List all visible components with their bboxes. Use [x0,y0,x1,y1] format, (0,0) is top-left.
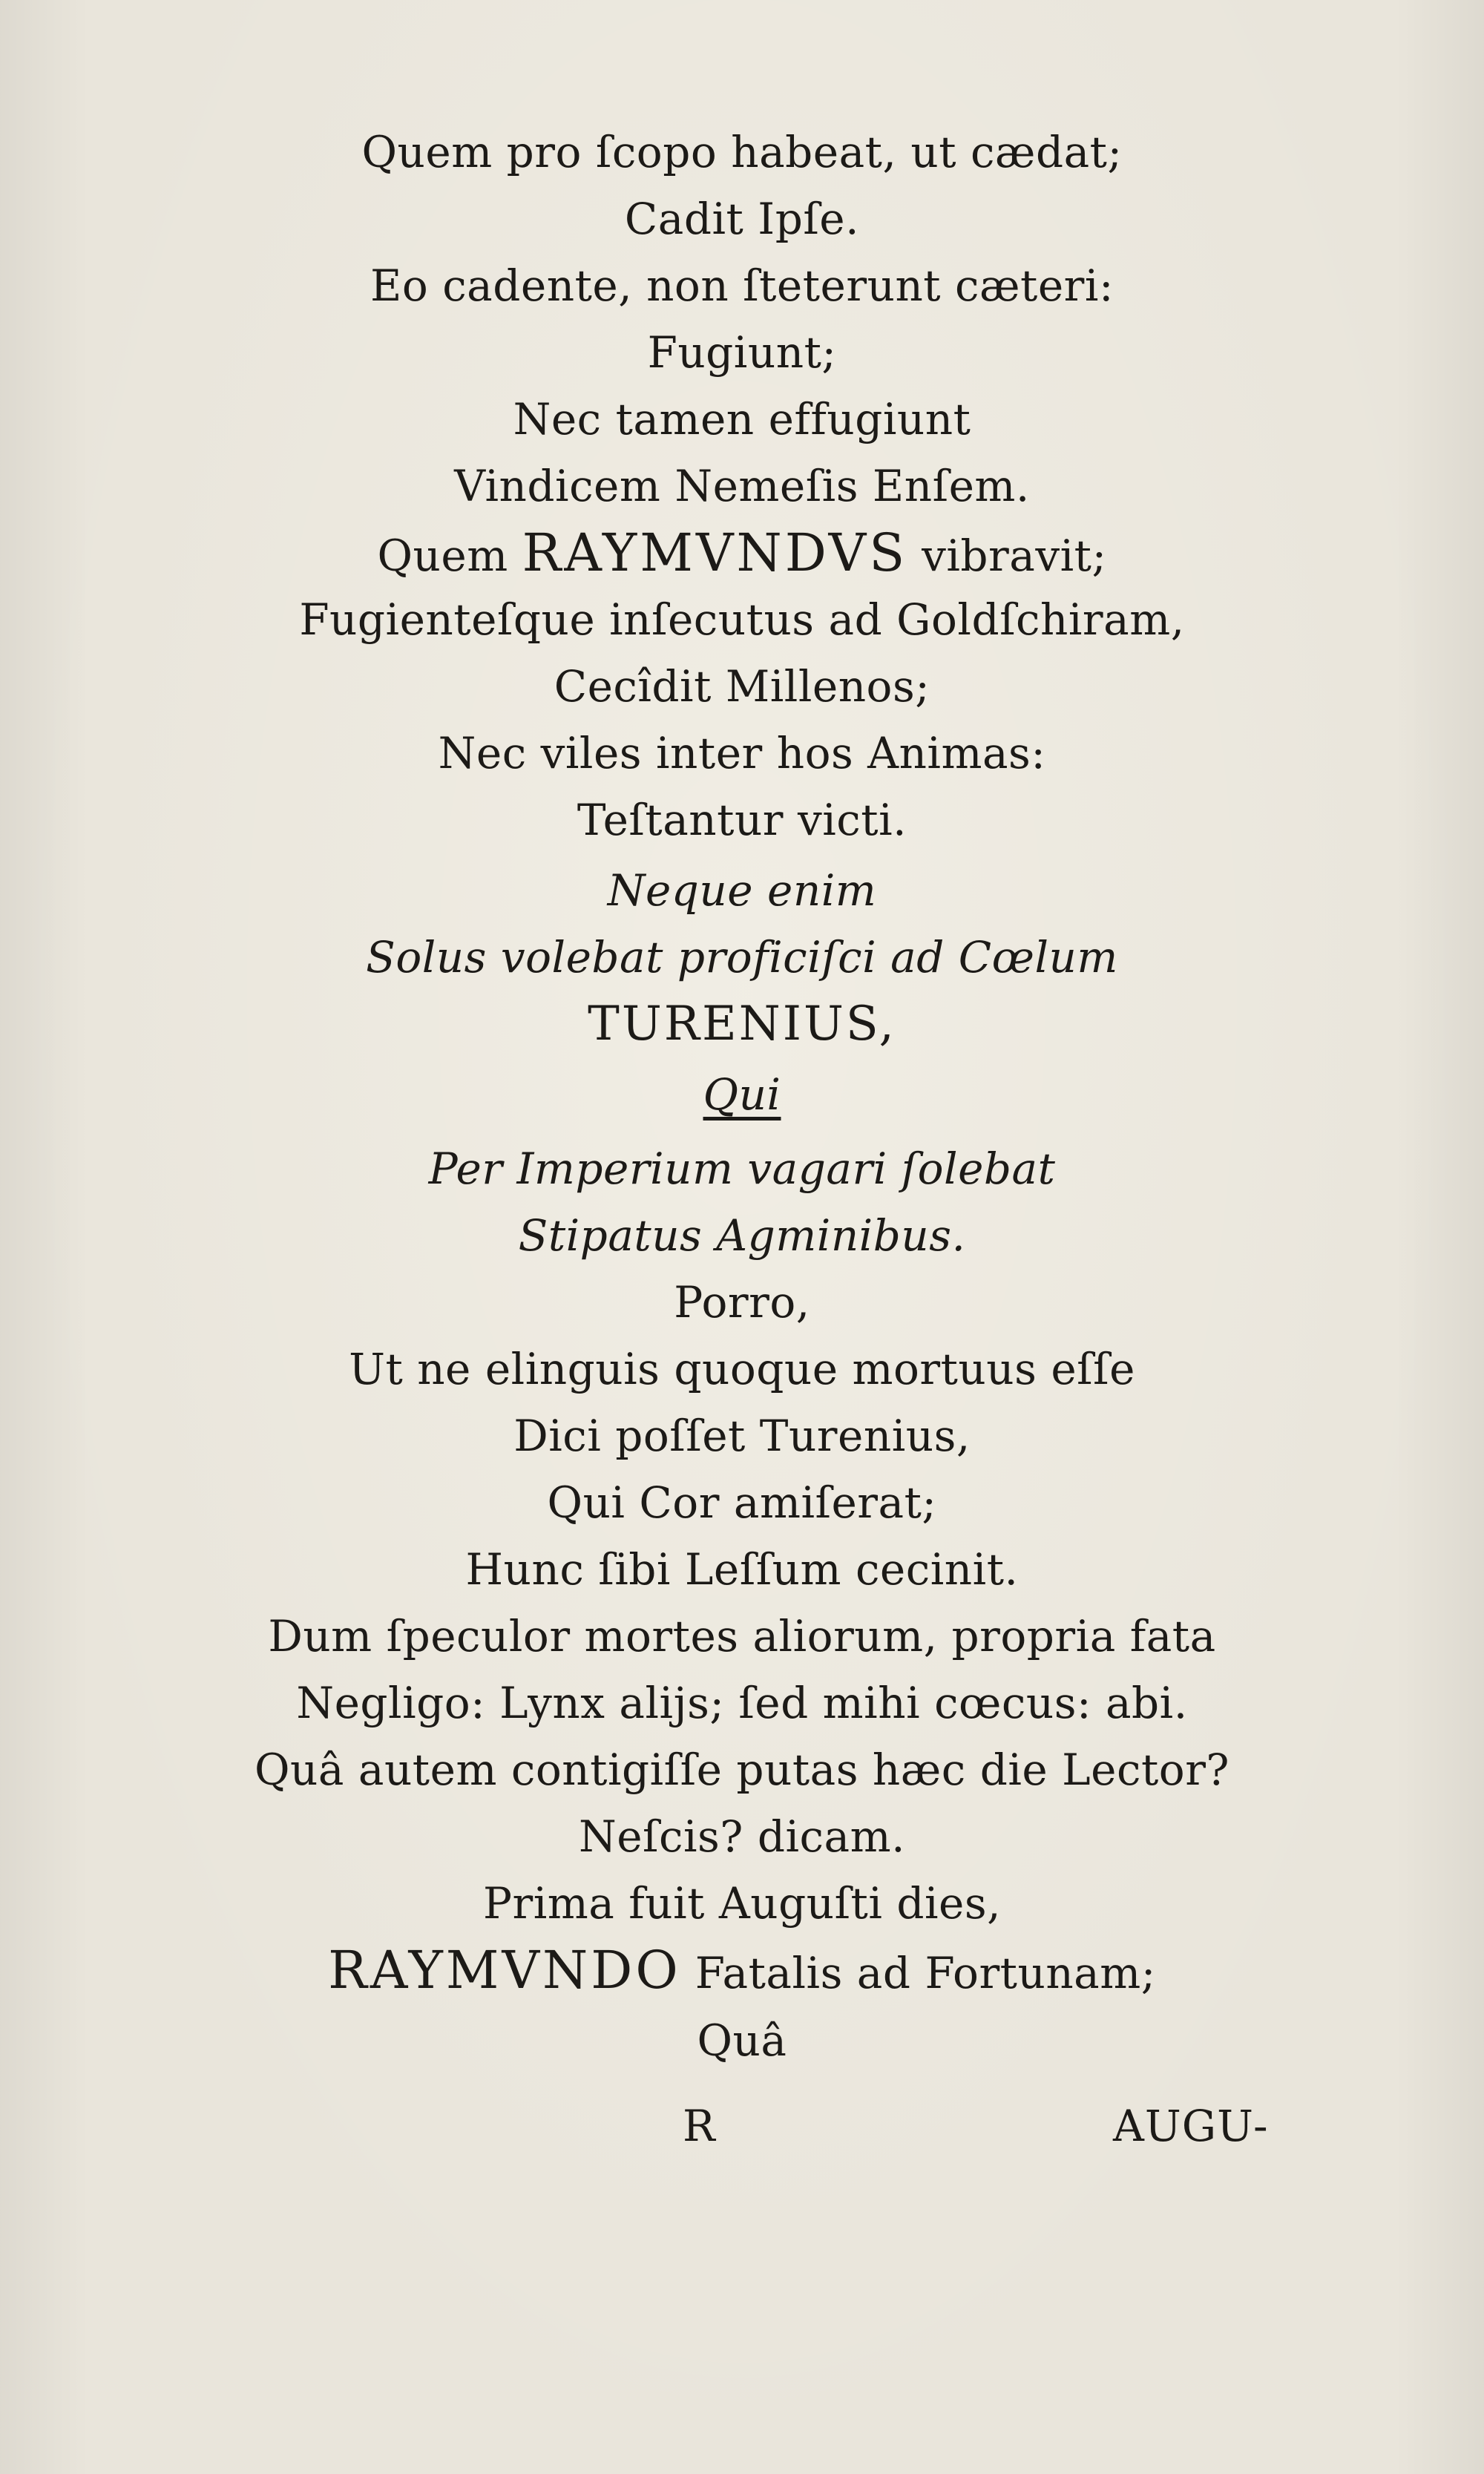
raymundus-post: vibravit; [922,531,1107,581]
text-line-24: Quâ autem contigiſſe putas hæc die Lector? [254,1745,1230,1795]
text-line-19: Dici poſſet Turenius, [513,1411,971,1461]
text-line-25: Neſcis? dicam. [578,1811,906,1862]
raymundus-line [0,522,1484,583]
text-line-2: Cadit Ipſe. [624,194,860,244]
catchword: AUGU- [1113,2101,1269,2151]
text-line-8: Fugienteſque inſecutus ad Goldſchiram, [299,594,1185,645]
verse-line-1: Dum ſpeculor mortes aliorum, propria fata [268,1611,1216,1661]
text-line-11: Teſtantur victi. [577,795,907,845]
raymundus-name: RAYMVNDVS [522,522,908,583]
text-line-qui: Qui [703,1069,781,1120]
text-line-4: Fugiunt; [647,327,837,378]
text-line-21: Hunc ſibi Leſſum cecinit. [465,1544,1019,1595]
signature-mark: R [683,2101,715,2151]
raymundo-post: Fatalis ad Fortunam; [695,1948,1156,1998]
text-line-13: Solus volebat proficiſci ad Cœlum [366,932,1118,982]
text-line-9: Cecîdit Millenos; [554,661,930,712]
text-line-26: Prima fuit Auguſti dies, [482,1878,1002,1929]
text-line-17: Porro, [674,1277,810,1328]
text-line-qua: Quâ [697,2015,787,2066]
text-line-18: Ut ne elinguis quoque mortuus eſſe [349,1344,1135,1394]
turenius-heading: TURENIUS, [588,997,896,1051]
text-line-5: Nec tamen effugiunt [513,394,971,444]
text-line-10: Nec viles inter hos Animas: [438,728,1046,778]
text-line-20: Qui Cor amiſerat; [547,1477,937,1528]
text-line-3: Eo cadente, non ſteterunt cæteri: [370,260,1114,311]
raymundus-pre: Quem [377,531,508,581]
text-line-16: Stipatus Agminibus. [518,1210,966,1261]
verse-line-2: Negligo: Lynx alijs; ſed mihi cœcus: abi. [296,1678,1188,1728]
text-line-1: Quem pro ſcopo habeat, ut cædat; [361,127,1123,177]
text-line-6: Vindicem Nemeſis Enſem. [454,461,1030,511]
text-line-12: Neque enim [607,865,877,916]
raymundo-name: RAYMVNDO [328,1940,681,2001]
text-line-15: Per Imperium vagari ſolebat [428,1144,1056,1194]
raymundo-line [0,1940,1484,2001]
